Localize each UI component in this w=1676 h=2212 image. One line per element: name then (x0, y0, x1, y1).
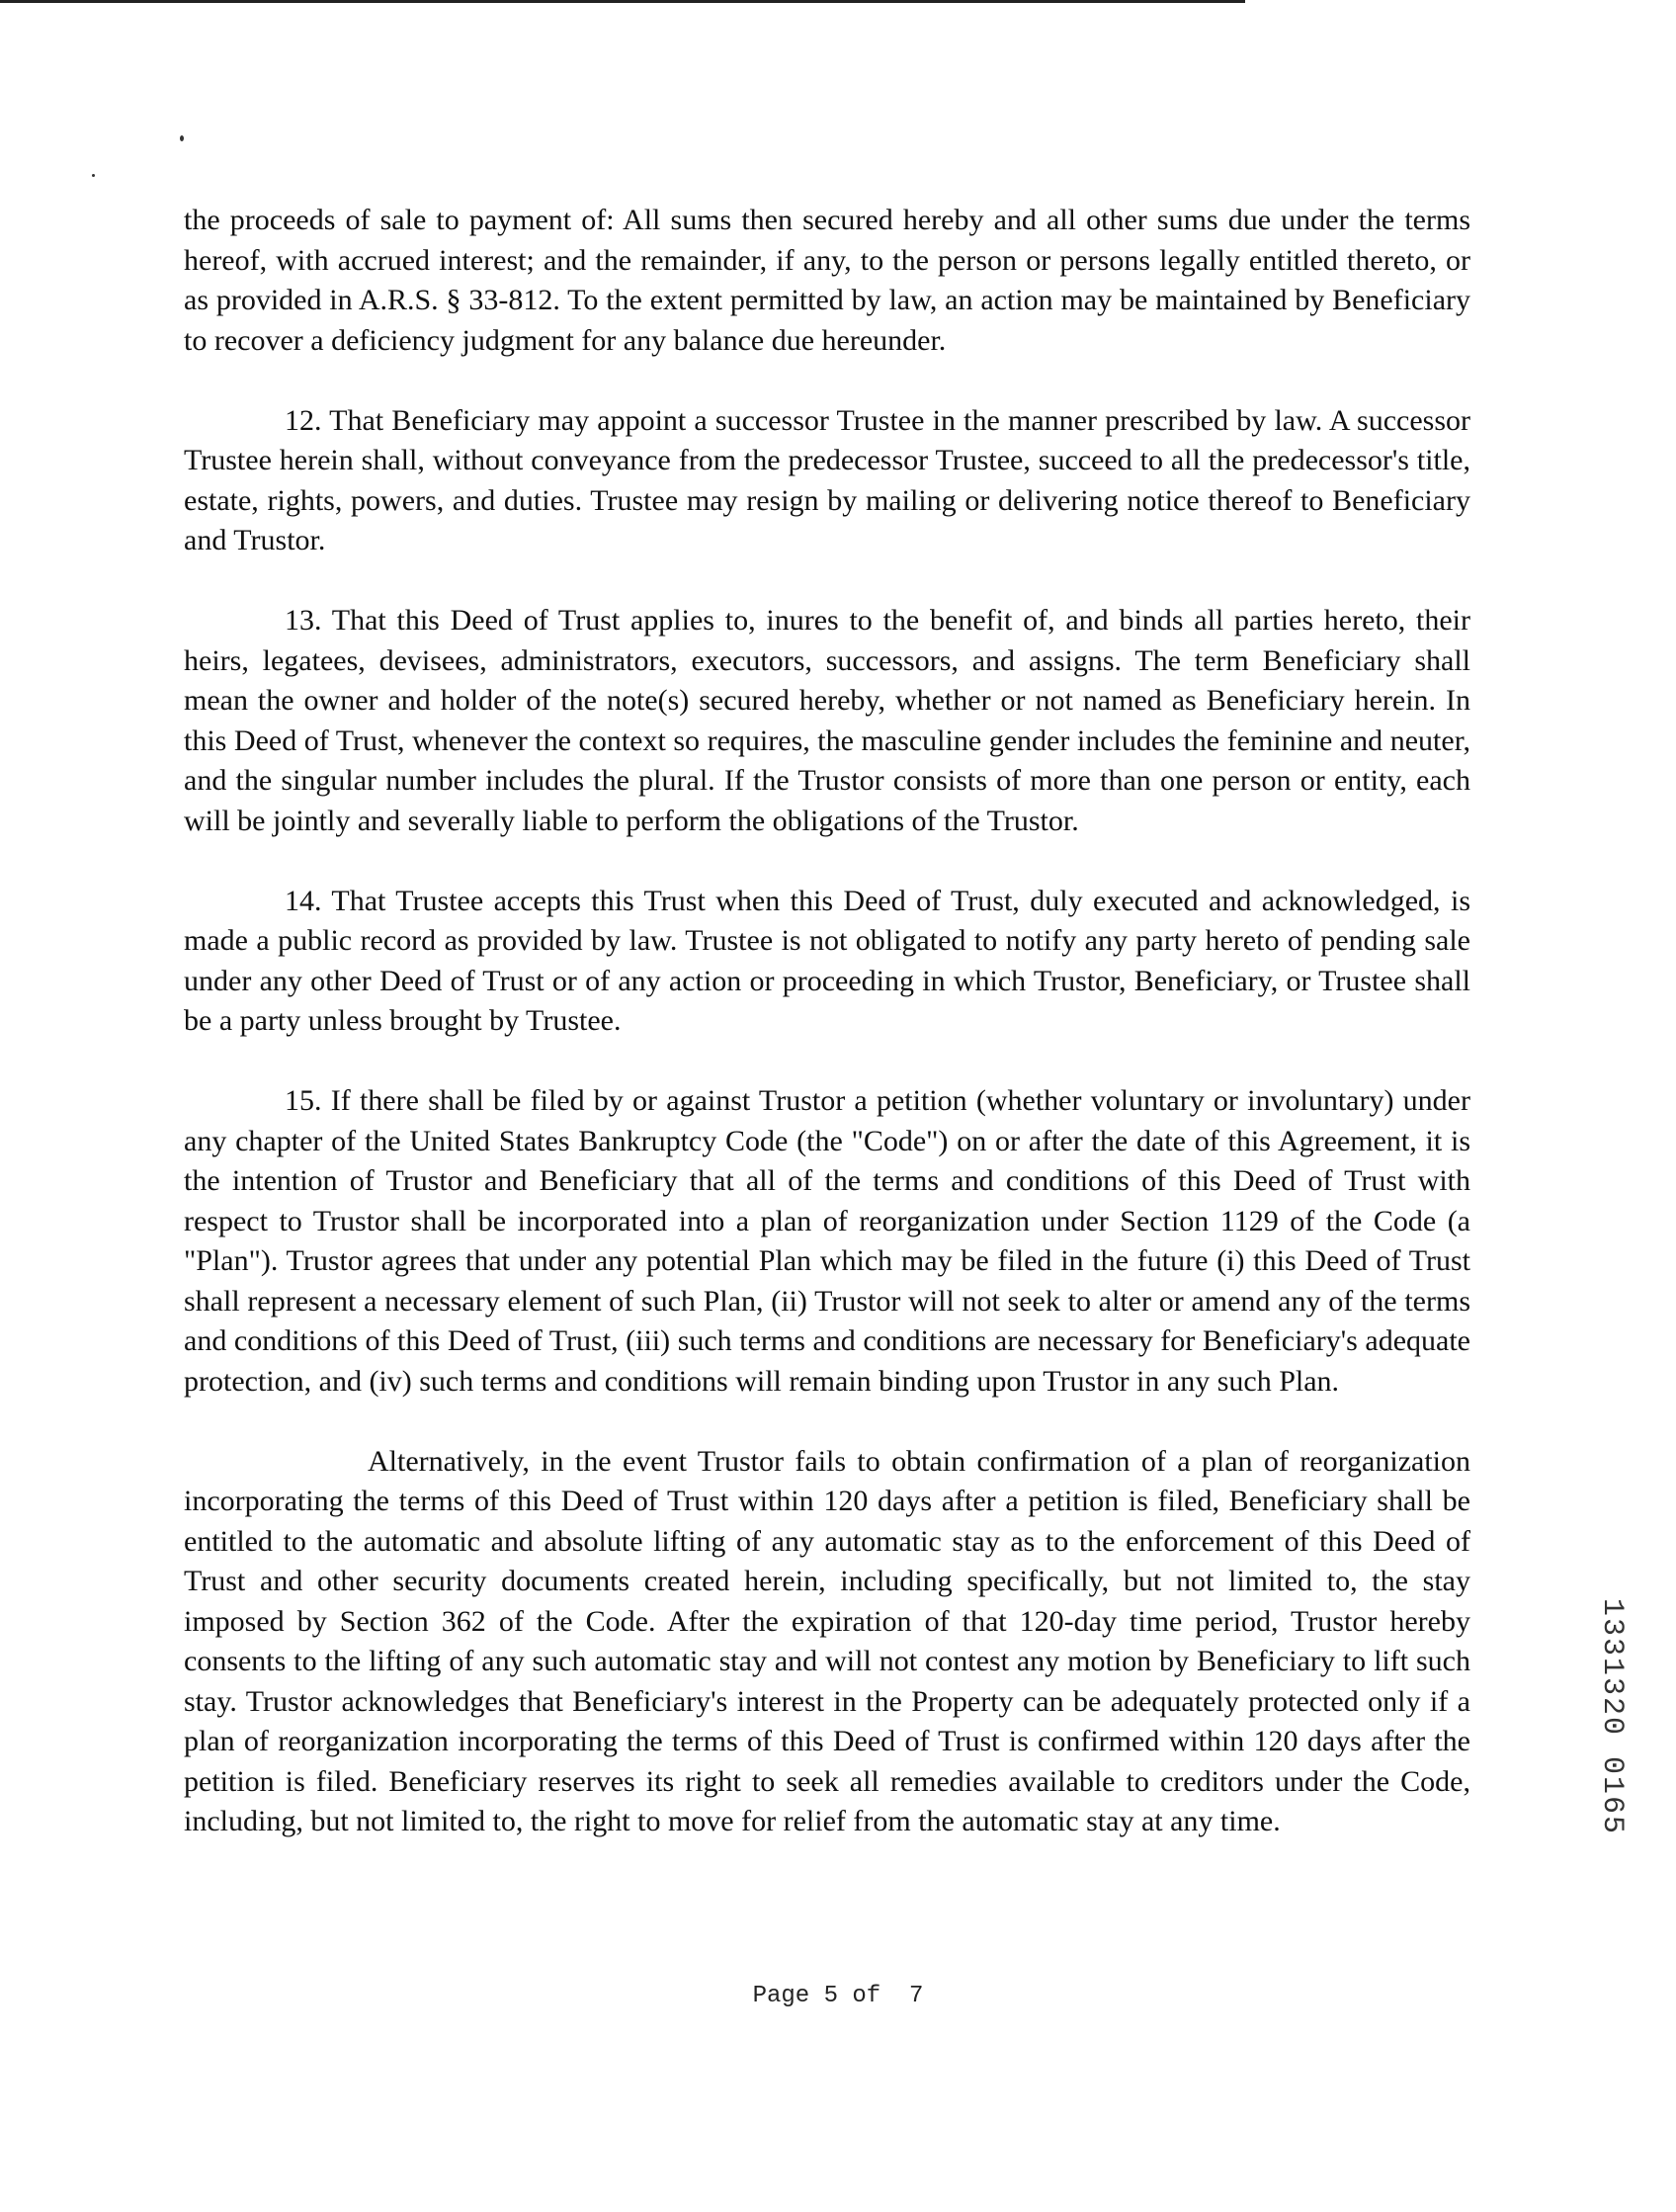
scan-speck (180, 135, 184, 141)
paragraph-automatic-stay: Alternatively, in the event Trustor fails to obtain confirmation of a plan of reorganization incorporating the terms of this Deed of Trust within 120 days after a petition is filed, Beneficiary shall be entitled to the automatic and absolute lifting of any automatic stay as to the enforcement of this Deed of Trust and other security documents created herein, including specifically, but not limited to, the stay imposed by Section 362 of the Code. After the expiration of that 120-day time period, Trustor hereby consents to the lifting of any such automatic stay and will not contest any motion by Beneficiary to lift such stay. Trustor acknowledges that Beneficiary's interest in the Property can be adequately protected only if a plan of reorganization incorporating the terms of this Deed of Trust is confirmed within 120 days after the petition is filed. Beneficiary reserves its right to seek all remedies available to creditors under the Code, including, but not limited to, the right to move for relief from the automatic stay at any time. (184, 1444, 1470, 1837)
paragraph-proceeds-of-sale: the proceeds of sale to payment of: All sums then secured hereby and all other sums due under the terms hereof, with accrued interest; and the remainder, if any, to the person or persons legally entitled thereto, or as provided in A.R.S. § 33-812. To the extent permitted by law, an action may be maintained by Beneficiary to recover a deficiency judgment for any balance due hereunder. (184, 204, 1470, 357)
scan-top-edge (0, 0, 1245, 3)
scan-speck (92, 174, 95, 177)
recording-number-stamp: 1331320 0165 (1595, 1598, 1629, 1836)
paragraph-12-successor-trustee: 12. That Beneficiary may appoint a successor Trustee in the manner prescribed by law. A successor Trustee herein shall, without conveyance from the predecessor Trustee, succeed to all the predecessor's title, estate, rights, powers, and duties. Trustee may resign by mailing or delivering notice thereof to Beneficiary and Trustor. (184, 403, 1470, 556)
page-number-footer: Page 5 of 7 (752, 1983, 924, 2009)
paragraph-15-bankruptcy: 15. If there shall be filed by or against Trustor a petition (whether voluntary or involuntary) under any chapter of the United States Bankruptcy Code (the "Code") on or after the date of this Agreement, it is the intention of Trustor and Beneficiary that all of the terms and conditions of this Deed of Trust with respect to Trustor shall be incorporated into a plan of reorganization under Section 1129 of the Code (a "Plan"). Trustor agrees that under any potential Plan which may be filed in the future (i) this Deed of Trust shall represent a necessary element of such Plan, (ii) Trustor will not seek to alter or amend any of the terms and conditions of this Deed of Trust, (iii) such terms and conditions are necessary for Beneficiary's adequate protection, and (iv) such terms and conditions will remain binding upon Trustor in any such Plan. (184, 1084, 1470, 1398)
paragraph-14-trustee-acceptance: 14. That Trustee accepts this Trust when this Deed of Trust, duly executed and acknowledged, is made a public record as provided by law. Trustee is not obligated to notify any party hereto of pending sale under any other Deed of Trust or of any action or proceeding in which Trustor, Beneficiary, or Trustee shall be a party unless brought by Trustee. (184, 884, 1470, 1037)
document-body (184, 201, 1470, 1842)
paragraph-13-binding-effect: 13. That this Deed of Trust applies to, inures to the benefit of, and binds all parties hereto, their heirs, legatees, devisees, administrators, executors, successors, and assigns. The term Beneficiary shall mean the owner and holder of the note(s) secured hereby, whether or not named as Beneficiary herein. In this Deed of Trust, whenever the context so requires, the masculine gender includes the feminine and neuter, and the singular number includes the plural. If the Trustor consists of more than one person or entity, each will be jointly and severally liable to perform the obligations of the Trustor. (184, 604, 1470, 837)
